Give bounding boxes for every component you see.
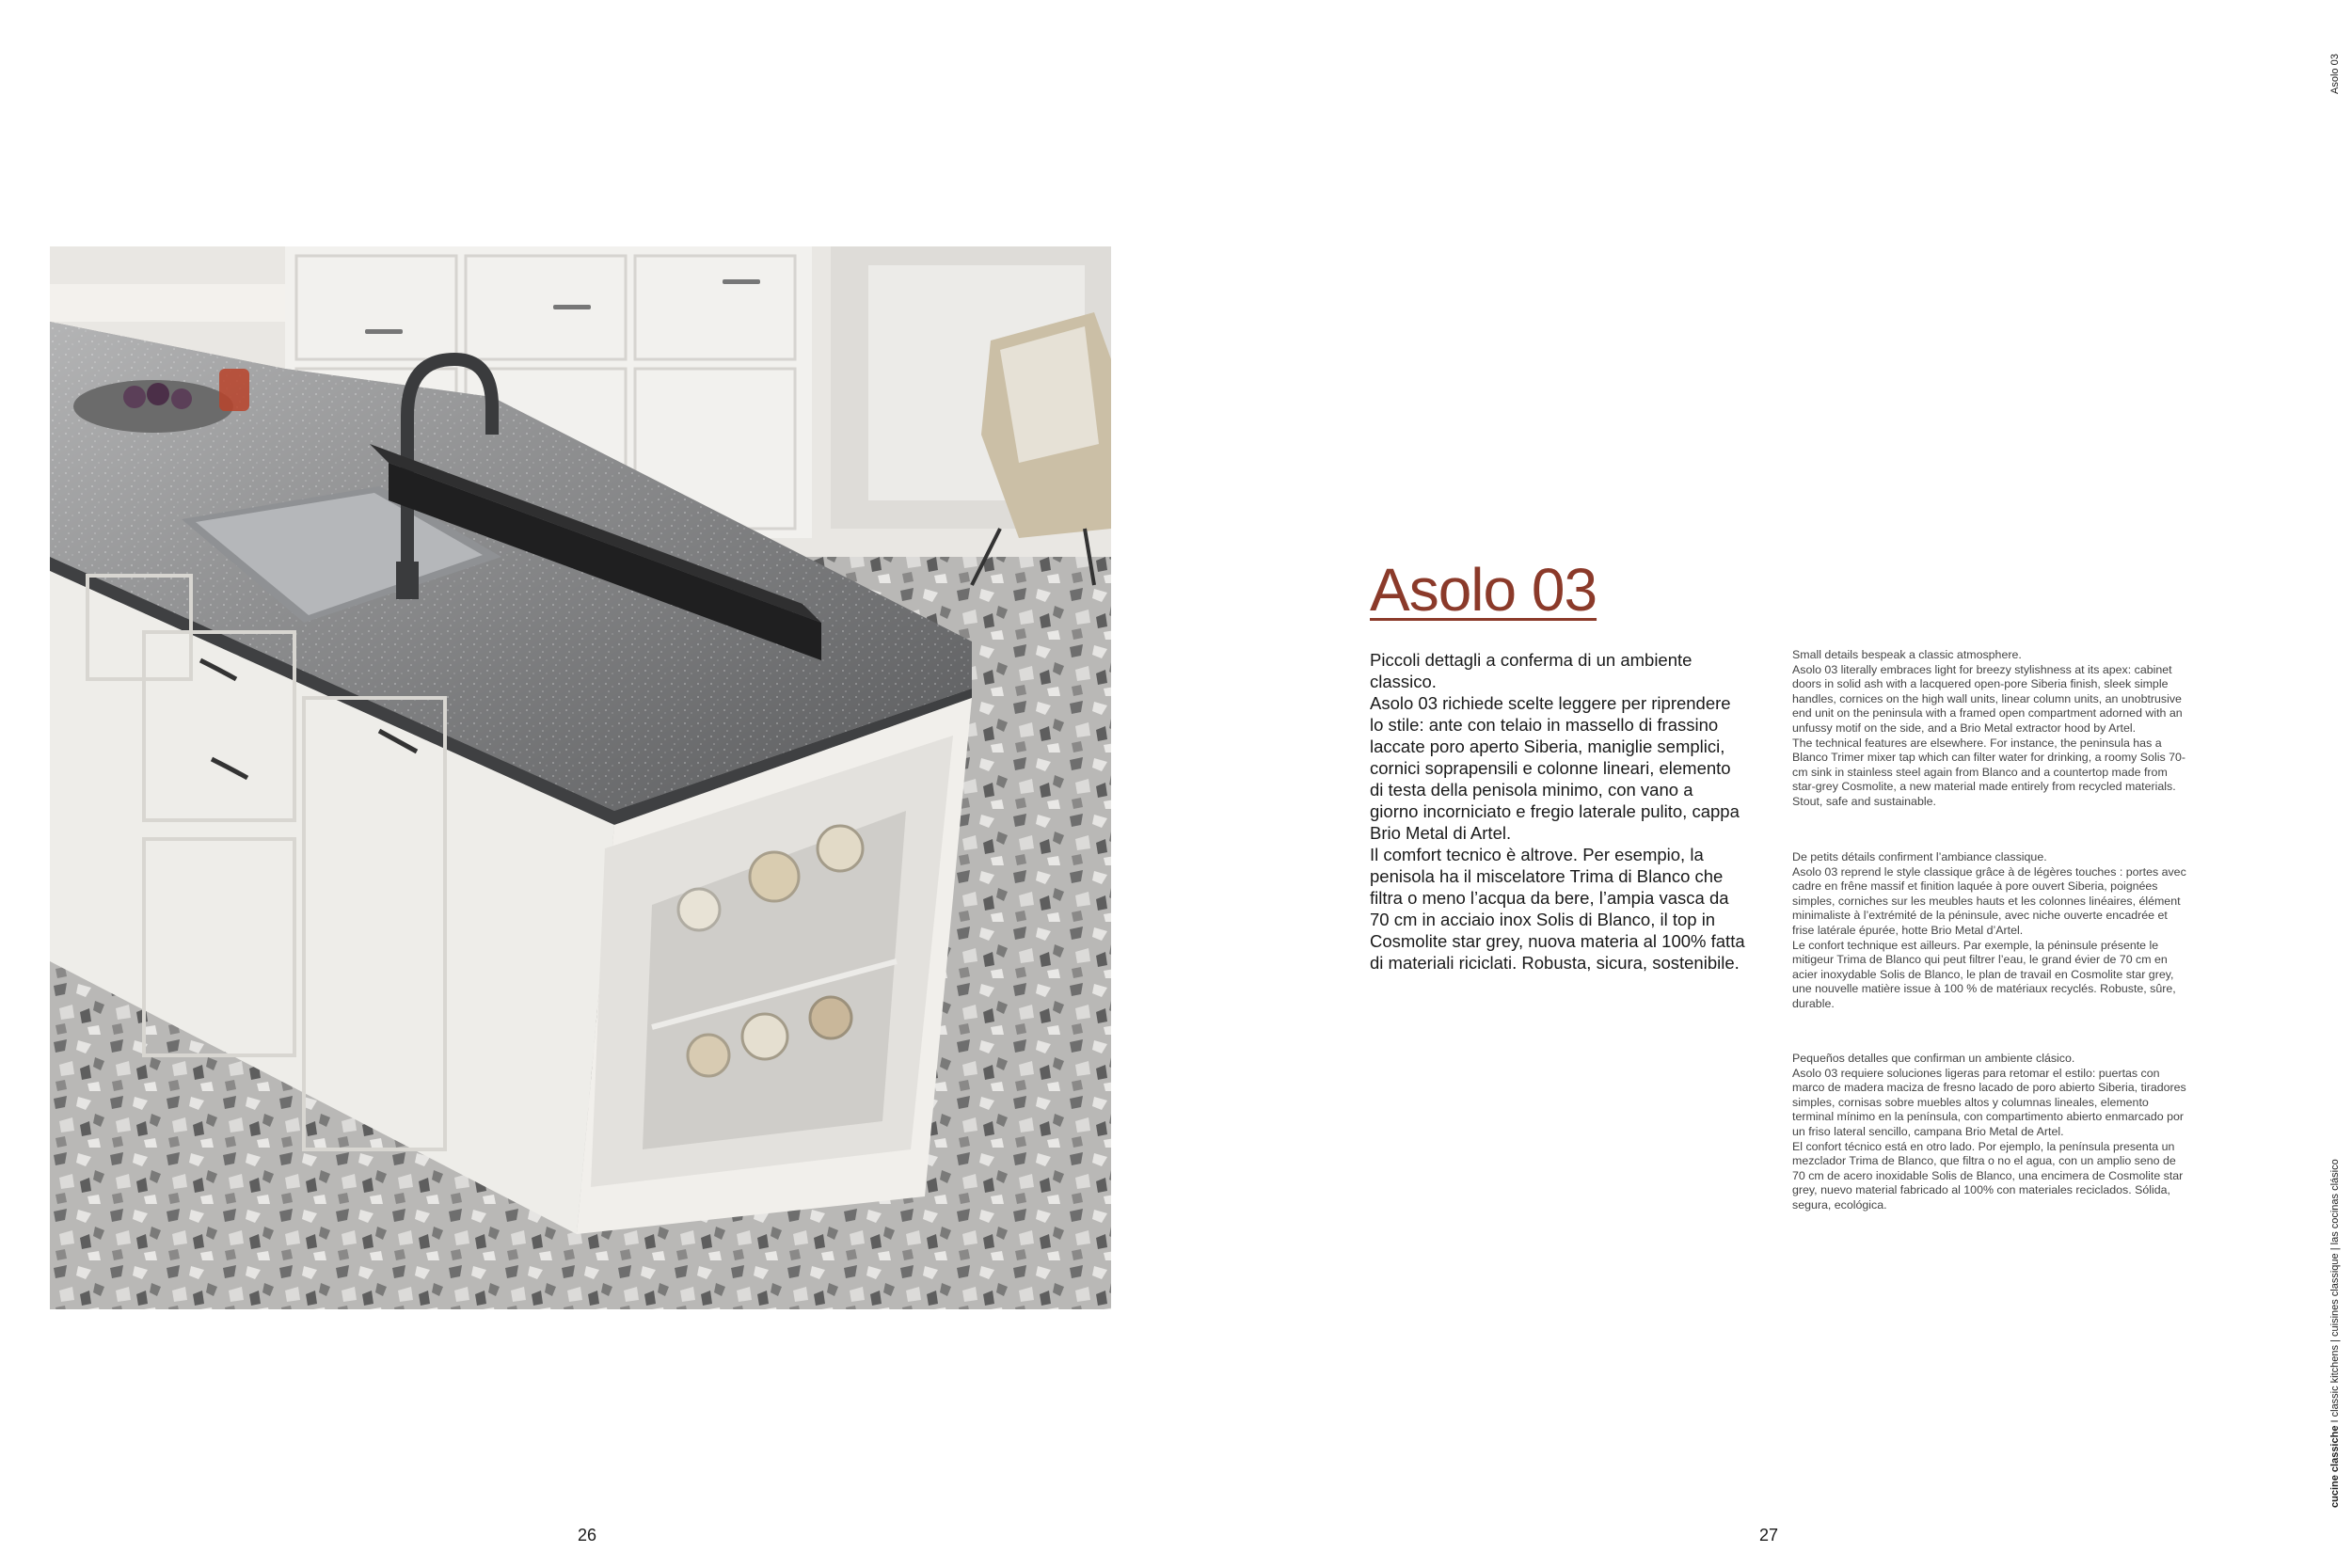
english-description [1792, 648, 2187, 810]
french-paragraph: De petits détails confirment l’ambiance classique. [1792, 850, 2047, 863]
spanish-paragraph: Pequeños detalles que confirman un ambiente clásico. [1792, 1052, 2075, 1065]
italian-paragraph: Piccoli dettagli a conferma di un ambiente classico. [1370, 650, 1692, 691]
spanish-paragraph: El confort técnico está en otro lado. Por ejemplo, la península presenta un mezclador Trima de Blanco, que filtra o no el agua, con un amplio seno de 70 cm de acero inoxidable Solis de Blanco, una encimera de Cosmolite star grey, nuevo material fabricado al 100% con materiales reciclados. Sólida, segura, ecológica. [1792, 1139, 2184, 1212]
italian-paragraph: Il comfort tecnico è altrove. Per esempio, la penisola ha il miscelatore Trima di Blanco che filtra o meno l’acqua da bere, l’ampia vasca da 70 cm in acciaio inox Solis di Blanco, il top in Cosmolite star grey, nuova materia al 100% fatta di materiali riciclati. Robusta, sicura, sostenibile. [1370, 845, 1745, 973]
spanish-description [1792, 1052, 2187, 1213]
french-description [1792, 850, 2187, 1012]
french-paragraph: Le confort technique est ailleurs. Par exemple, la péninsule présente le mitigeur Trima de Blanco qui peut filtrer l’eau, le grand évier de 70 cm en acier inoxydable Solis de Blanco, le plan de travail en Cosmolite star grey, une nouvelle matière issue à 100 % de matériaux recyclés. Robuste, sûre, durable. [1792, 938, 2176, 1010]
italian-description [1370, 649, 1746, 974]
kitchen-photo [50, 246, 1111, 1309]
french-paragraph: Asolo 03 reprend le style classique grâce à de légères touches : portes avec cadre en frêne massif et finition laquée à pore ouvert Siberia, poignées simples, corniches sur les meubles hauts et les colonnes linéaires, élément minimaliste à l’extrémité de la péninsule, avec niche ouverte encadrée et frise latérale épurée, hotte Brio Metal d’Artel. [1792, 864, 2186, 937]
kitchen-photo-illustration [50, 246, 1111, 1309]
product-title: Asolo 03 [1370, 556, 1597, 624]
side-label-section [2329, 1159, 2341, 1508]
english-paragraph: The technical features are elsewhere. For instance, the peninsula has a Blanco Trimer mixer tap which can filter water for drinking, a roomy Solis 70-cm sink in stainless steel again from Blanco and a countertop made from star-grey Cosmolite, a new material made entirely from recycled materials. Stout, safe and sustainable. [1792, 736, 2185, 808]
italian-paragraph: Asolo 03 richiede scelte leggere per riprendere lo stile: ante con telaio in massello di frassino laccate poro aperto Siberia, maniglie semplici, cornici soprapensili e colonne lineari, elemento di testa della penisola minimo, con vano a giorno incorniciato e fregio laterale pulito, cappa Brio Metal di Artel. [1370, 693, 1740, 843]
spanish-paragraph: Asolo 03 requiere soluciones ligeras para retomar el estilo: puertas con marco de madera maciza de fresno lacado de poro abierto Siberia, tiradores simples, cornisas sobre muebles altos y columnas lineales, elemento terminal mínimo en la península, con compartimento abierto enmarcado por un friso lateral sencillo, campana Brio Metal de Artel. [1792, 1066, 2186, 1138]
page-number-right: 27 [1759, 1526, 1779, 1544]
side-label-section-bold: cucine classiche [2329, 1425, 2341, 1508]
side-label-section-rest: I classic kitchens | cuisines classique | las cocinas clásico [2329, 1159, 2341, 1426]
english-paragraph: Asolo 03 literally embraces light for breezy stylishness at its apex: cabinet doors in solid ash with a lacquered open-pore Siberia finish, sleek simple handles, cornices on the high wall units, linear column units, an unobtrusive end unit on the peninsula with a framed open compartment adorned with an unfussy motif on the side, and a Brio Metal extractor hood by Artel. [1792, 662, 2183, 735]
side-label-product: Asolo 03 [2329, 54, 2341, 94]
english-paragraph: Small details bespeak a classic atmosphere. [1792, 648, 2022, 661]
page-number-left: 26 [578, 1526, 597, 1544]
